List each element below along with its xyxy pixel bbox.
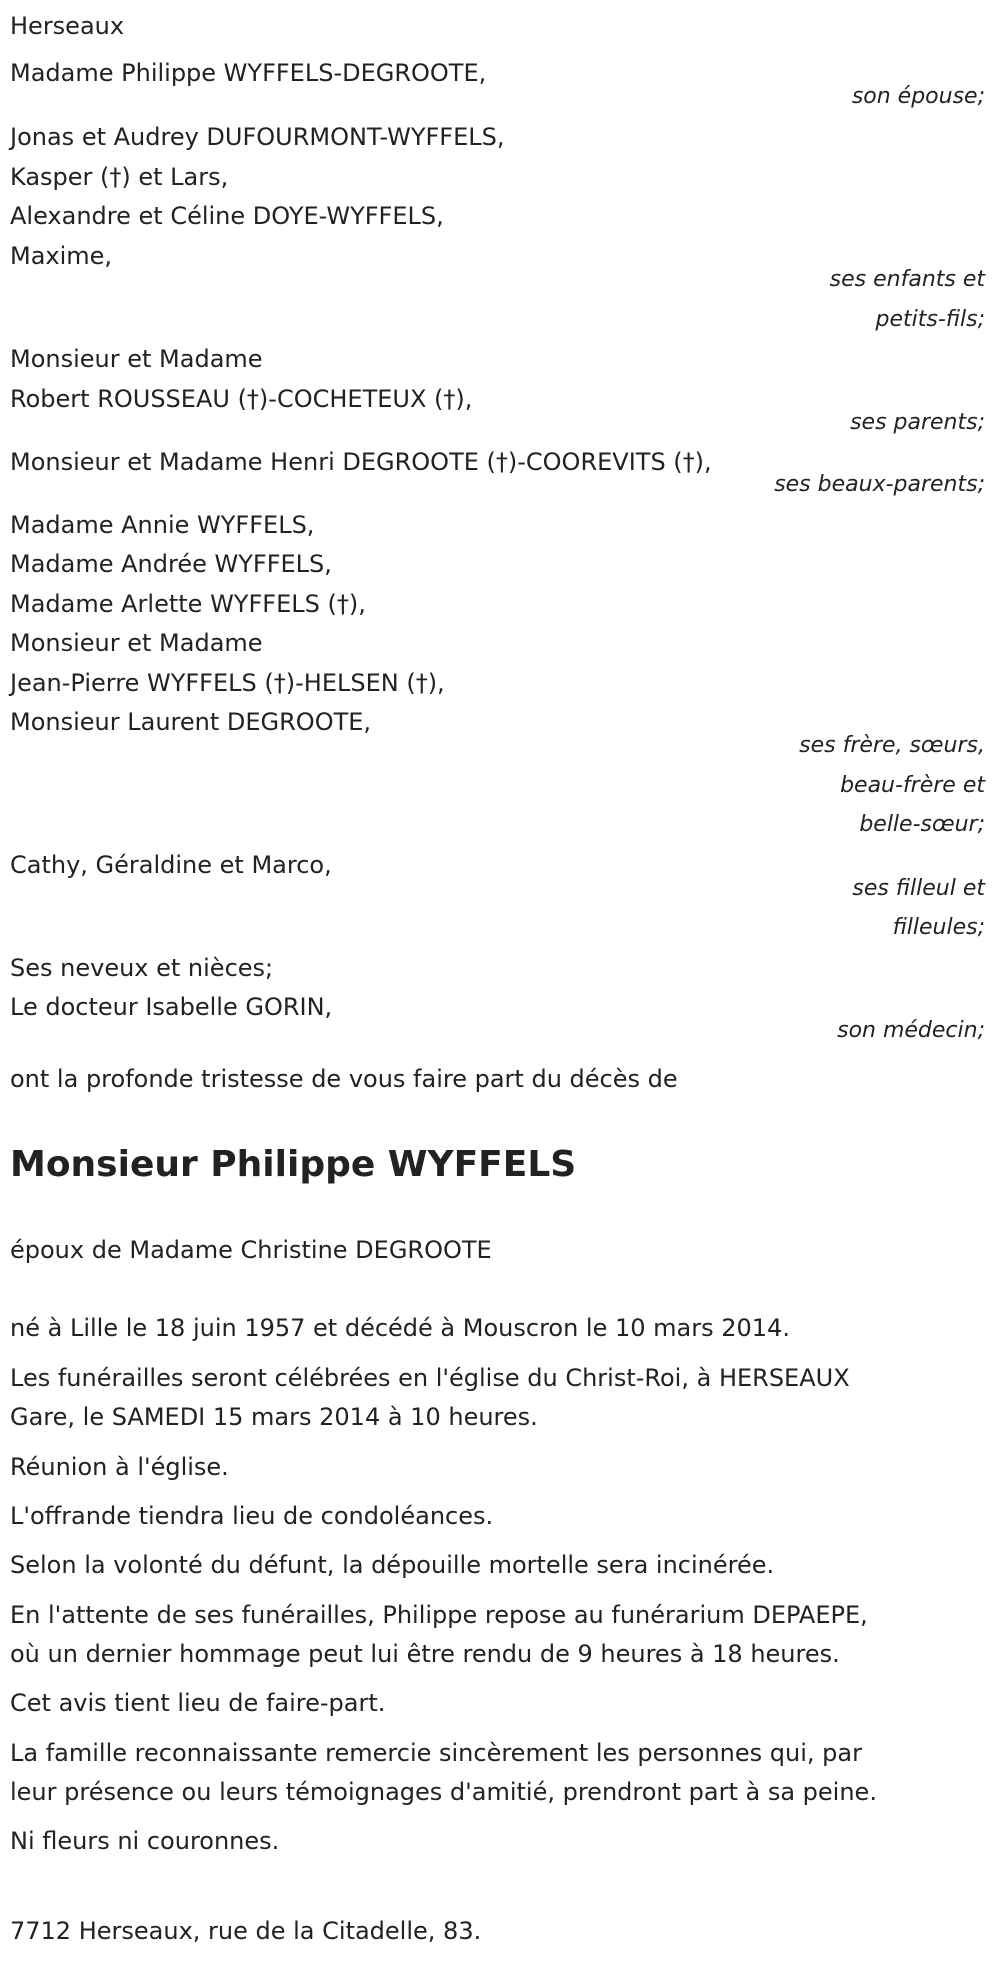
parents-line: Robert ROUSSEAU (†)-COCHETEUX (†), — [10, 385, 473, 413]
notice-line: Cet avis tient lieu de faire-part. — [10, 1689, 386, 1717]
godchildren-relation: filleules; — [892, 915, 985, 940]
siblings-line: Madame Andrée WYFFELS, — [10, 550, 332, 578]
siblings-relation: ses frère, sœurs, — [799, 733, 985, 758]
birth-death-line: né à Lille le 18 juin 1957 et décédé à Mouscron le 10 mars 2014. — [10, 1314, 790, 1342]
funerarium-line: où un dernier hommage peut lui être rendu de 9 heures à 18 heures. — [10, 1640, 840, 1668]
nephews-line: Ses neveux et nièces; — [10, 954, 274, 982]
children-line: Maxime, — [10, 242, 113, 270]
header-locality: Herseaux — [10, 12, 125, 40]
doctor-relation: son médecin; — [837, 1018, 985, 1043]
parents-relation: ses parents; — [850, 410, 985, 435]
children-line: Jonas et Audrey DUFOURMONT-WYFFELS, — [10, 123, 505, 151]
funeral-details-line: Les funérailles seront célébrées en l'église du Christ-Roi, à HERSEAUX — [10, 1364, 850, 1392]
siblings-line: Monsieur Laurent DEGROOTE, — [10, 708, 372, 736]
parents-in-law-line: Monsieur et Madame Henri DEGROOTE (†)-COOREVITS (†), — [10, 448, 712, 476]
offering-line: L'offrande tiendra lieu de condoléances. — [10, 1502, 494, 1530]
deceased-spouse-line: époux de Madame Christine DEGROOTE — [10, 1236, 492, 1264]
siblings-relation: belle-sœur; — [859, 812, 985, 837]
funeral-details-line: Gare, le SAMEDI 15 mars 2014 à 10 heures. — [10, 1403, 538, 1431]
funerarium-line: En l'attente de ses funérailles, Philippe repose au funérarium DEPAEPE, — [10, 1601, 868, 1629]
siblings-line: Madame Annie WYFFELS, — [10, 511, 315, 539]
announcement-text: ont la profonde tristesse de vous faire part du décès de — [10, 1065, 678, 1093]
siblings-line: Jean-Pierre WYFFELS (†)-HELSEN (†), — [10, 669, 445, 697]
children-relation: petits-fils; — [875, 307, 985, 332]
siblings-line: Madame Arlette WYFFELS (†), — [10, 590, 366, 618]
siblings-line: Monsieur et Madame — [10, 629, 263, 657]
children-line: Alexandre et Céline DOYE-WYFFELS, — [10, 202, 444, 230]
meeting-line: Réunion à l'église. — [10, 1453, 229, 1481]
parents-line: Monsieur et Madame — [10, 345, 263, 373]
godchildren-relation: ses filleul et — [852, 876, 985, 901]
parents-in-law-relation: ses beaux-parents; — [774, 472, 985, 497]
children-relation: ses enfants et — [829, 267, 985, 292]
no-flowers-line: Ni fleurs ni couronnes. — [10, 1827, 280, 1855]
thanks-line: leur présence ou leurs témoignages d'amitié, prendront part à sa peine. — [10, 1778, 877, 1806]
doctor-line: Le docteur Isabelle GORIN, — [10, 993, 333, 1021]
thanks-line: La famille reconnaissante remercie sincèrement les personnes qui, par — [10, 1739, 862, 1767]
spouse-name: Madame Philippe WYFFELS-DEGROOTE, — [10, 59, 487, 87]
spouse-relation: son épouse; — [851, 84, 985, 109]
siblings-relation: beau-frère et — [840, 773, 985, 798]
address-line: 7712 Herseaux, rue de la Citadelle, 83. — [10, 1917, 482, 1945]
godchildren-line: Cathy, Géraldine et Marco, — [10, 851, 332, 879]
deceased-name: Monsieur Philippe WYFFELS — [10, 1144, 577, 1185]
cremation-line: Selon la volonté du défunt, la dépouille mortelle sera incinérée. — [10, 1551, 775, 1579]
children-line: Kasper (†) et Lars, — [10, 163, 229, 191]
